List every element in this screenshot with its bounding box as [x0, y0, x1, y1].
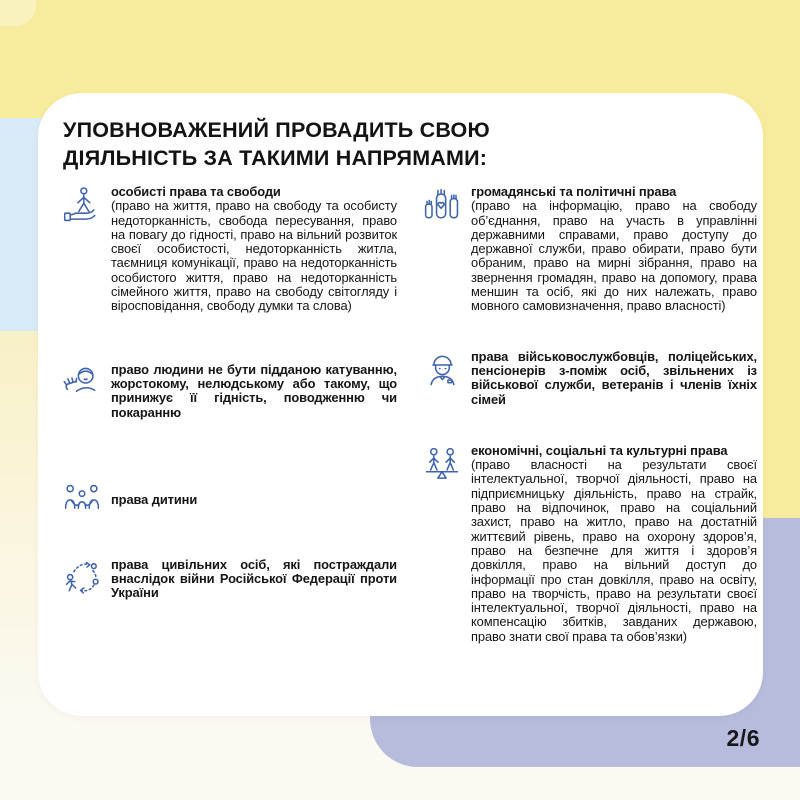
page-title-line2: ДІЯЛЬНІСТЬ ЗА ТАКИМИ НАПРЯМАМИ:: [63, 146, 488, 170]
page-title-line1: УПОВНОВАЖЕНИЙ ПРОВАДИТЬ СВОЮ: [63, 118, 490, 142]
hand-supporting-person-icon: [62, 185, 102, 225]
item-civilian-war-victims: [62, 558, 397, 601]
item-text: [471, 185, 757, 314]
right-column: [422, 185, 757, 644]
item-heading: громадянські та політичні права: [471, 184, 677, 199]
item-body: (право на інформацію, право на свободу об’єднання, право на участь в управлінні державними справами, право доступу до державної служби, право обирати, право бути обраним, право на мирні зібрання, право на звернення громадян, право на допомогу, права меншин та осіб, які до них належать, право мовного самовизначення, право власності): [471, 198, 757, 314]
family-child-icon: [62, 480, 102, 520]
two-column-list: [62, 185, 757, 644]
soldier-icon: [422, 350, 462, 390]
people-balance-icon: [422, 444, 462, 484]
hand-protecting-face-icon: [62, 363, 102, 403]
item-text: [111, 363, 397, 420]
item-economic-social-cultural-rights: [422, 444, 757, 644]
item-heading: права цивільних осіб, які постраждали внаслідок війни Російської Федерації проти України: [111, 556, 397, 601]
item-text: [111, 185, 397, 314]
left-column: [62, 185, 397, 644]
item-heading: право людини не бути підданою катуванню, жорстокому, нелюдському або такому, що принижує її гідність, поводженню чи покаранню: [111, 361, 397, 420]
item-text: [111, 493, 397, 507]
item-heading: особисті права та свободи: [111, 184, 281, 199]
item-personal-rights: [62, 185, 397, 314]
raised-hands-icon: [422, 185, 462, 225]
item-civil-political-rights: [422, 185, 757, 314]
item-child-rights: [62, 480, 397, 520]
item-body: (право на життя, право на свободу та особисту недоторканність, свобода пересування, право на повагу до гідності, право на вільний розвиток своєї особистості, недоторканність житла, таємниця комунікації, право на недоторканність особистого життя, право на недоторканність сімейного життя, право на свободу світогляду і віросповідання, свободу думки та слова): [111, 198, 397, 314]
displaced-person-icon: [62, 558, 102, 598]
item-freedom-from-torture: [62, 363, 397, 420]
item-military-rights: [422, 350, 757, 407]
item-text: [111, 558, 397, 601]
page-title: [63, 116, 763, 172]
page-number: 2/6: [726, 725, 760, 751]
item-text: [471, 350, 757, 407]
content-card: [38, 93, 763, 716]
item-text: [471, 444, 757, 644]
item-heading: економічні, соціальні та культурні права: [471, 442, 728, 458]
item-heading: права дитини: [111, 491, 198, 507]
item-heading: права військовослужбовців, поліцейських, пенсіонерів з-поміж осіб, звільнених із військової служби, ветеранів і членів їхніх сімей: [471, 348, 757, 407]
item-body: (право власності на результати своєї інтелектуальної, творчої діяльності, право на підприємницьку діяльність, право на страйк, право на відпочинок, право на соціальний захист, право на житло, право на достатній життєвий рівень, право на охорону здоров’я, право на безпечне для життя і здоров’я довкілля, право на вільний доступ до інформації про стан довкілля, право на освіту, право на творчість, право на результати своєї інтелектуальної, творчої діяльності, право на компенсацію збитків, завданих державою, право знати свої права та обов’язки): [471, 457, 757, 644]
